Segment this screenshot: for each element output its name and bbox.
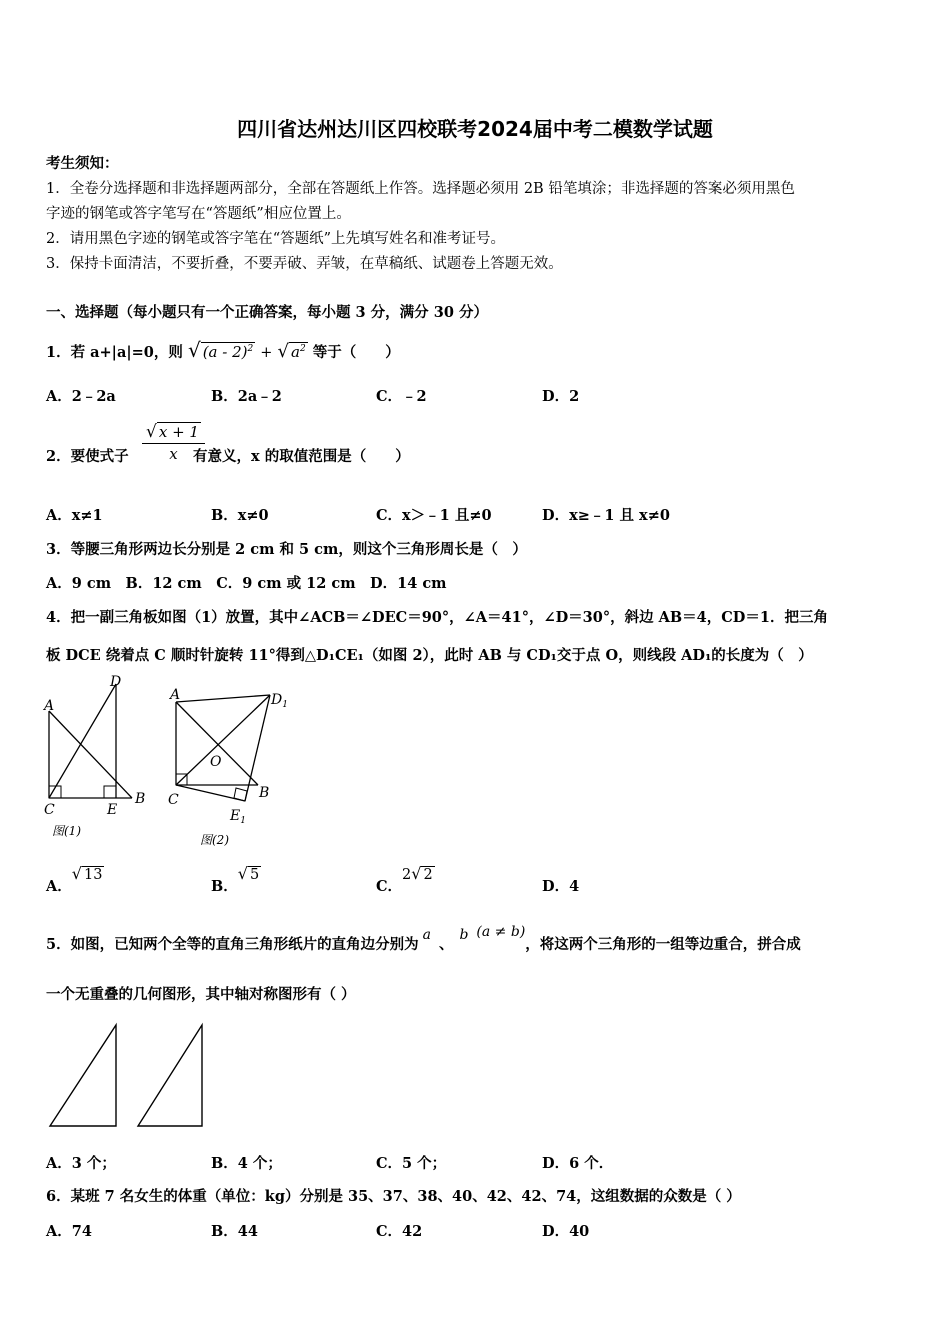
q6-option-d[interactable]: D．40 — [542, 1223, 590, 1240]
q2-prefix: 2．要使式子 — [46, 448, 129, 465]
fig1-label-d: D — [110, 674, 122, 690]
q1-expr2: a — [290, 343, 300, 361]
q5-suffix: ，将这两个三角形的一组等边重合，拼合成 — [525, 936, 801, 953]
q1-expr1: (a - 2) — [202, 343, 248, 361]
q5-condition: (a ≠ b) — [476, 924, 526, 940]
notice-line-1b: 字迹的钢笔或答字笔写在“答题纸”相应位置上。 — [46, 206, 351, 222]
q1-plus: + — [260, 345, 273, 361]
q4-figure-1 — [38, 672, 153, 842]
q5-prefix: 5．如图，已知两个全等的直角三角形纸片的直角边分别为 — [46, 936, 419, 953]
q5-option-b[interactable]: B．4 个； — [211, 1155, 282, 1172]
fig1-label-c: C — [44, 802, 55, 818]
q5-option-a[interactable]: A．3 个； — [46, 1155, 116, 1172]
q1-option-b[interactable]: B．2a﹣2 — [211, 388, 282, 405]
question-4-line2: 板 DCE 绕着点 C 顺时针旋转 11°得到△D₁CE₁（如图 2），此时 AB 与 CD₁交于点 O，则线段 AD₁的长度为（ ） — [46, 647, 813, 664]
q2-denominator: x — [169, 445, 178, 463]
q2-option-c[interactable]: C．x＞﹣1 且≠0 — [376, 507, 492, 524]
question-3: 3．等腰三角形两边长分别是 2 cm 和 5 cm，则这个三角形周长是（ ） — [46, 541, 527, 558]
fig2-label-o: O — [210, 754, 222, 770]
q3-options[interactable]: A．9 cm B．12 cm C．9 cm 或 12 cm D．14 cm — [46, 575, 447, 592]
fig1-label-b: B — [135, 791, 146, 807]
notice-line-1a: 1．全卷分选择题和非选择题两部分，全部在答题纸上作答。选择题必须用 2B 铅笔填涂；非选择题的答案必须用黑色 — [46, 181, 795, 197]
page-title: 四川省达州达川区四校联考2024届中考二模数学试题 — [237, 117, 713, 141]
q5-var-b: b — [459, 927, 469, 943]
q4-option-c-value: 2 — [423, 867, 433, 883]
q4-option-b-label: B． — [211, 878, 238, 895]
fig1-label-e: E — [107, 802, 118, 818]
q2-suffix: 有意义，x 的取值范围是（ ） — [193, 448, 410, 465]
question-6: 6．某班 7 名女生的体重（单位：kg）分别是 35、37、38、40、42、42、74，这组数据的众数是（ ） — [46, 1188, 741, 1205]
q4-option-c[interactable]: C．2√ 2 — [376, 864, 433, 895]
q1-option-a[interactable]: A．2﹣2a — [46, 388, 116, 405]
q5-option-c[interactable]: C．5 个； — [376, 1155, 447, 1172]
fig2-label-a: A — [170, 687, 181, 703]
q5-var-a: a — [422, 927, 431, 943]
q1-prefix: 1．若 a+|a|=0，则 — [46, 344, 183, 361]
fig1-caption: 图(1) — [52, 824, 81, 838]
q6-option-a[interactable]: A．74 — [46, 1223, 92, 1240]
q4-option-d[interactable]: D．4 — [542, 878, 580, 895]
q4-option-a-label: A． — [46, 878, 72, 895]
q2-option-b[interactable]: B．x≠0 — [211, 507, 269, 524]
q4-option-c-coef: 2 — [402, 867, 412, 883]
notice-heading: 考生须知： — [46, 155, 119, 172]
q2-option-d[interactable]: D．x≥﹣1 且 x≠0 — [542, 507, 670, 524]
q4-option-b[interactable]: B．√ 5 — [211, 864, 260, 895]
fig1-label-a: A — [44, 698, 55, 714]
fig2-caption: 图(2) — [200, 833, 229, 847]
q4-option-a[interactable]: A．√ 13 — [46, 864, 103, 895]
q5-triangles-figure — [46, 1022, 221, 1132]
q4-option-a-value: 13 — [83, 867, 103, 883]
fig2-label-d1 — [270, 692, 288, 710]
q1-option-c[interactable]: C．﹣2 — [376, 388, 427, 405]
q1-exp1: 2 — [247, 344, 254, 354]
q2-fraction: $\frac{√ x + 1}{x}$ — [142, 422, 205, 463]
q1-suffix: 等于（ ） — [312, 344, 400, 361]
fig2-label-c: C — [168, 792, 179, 808]
q1-option-d[interactable]: D．2 — [542, 388, 580, 405]
question-5-line2: 一个无重叠的几何图形，其中轴对称图形有（ ） — [46, 986, 356, 1003]
q6-option-c[interactable]: C．42 — [376, 1223, 423, 1240]
q5-option-d[interactable]: D．6 个． — [542, 1155, 614, 1172]
q1-exp2: 2 — [299, 344, 306, 354]
q4-option-b-value: 5 — [249, 867, 260, 883]
q2-numerator: x + 1 — [158, 423, 199, 441]
q6-option-b[interactable]: B．44 — [211, 1223, 258, 1240]
fig2-d1-sub: 1 — [282, 700, 288, 710]
question-5 — [46, 924, 801, 954]
q4-figure-2 — [163, 682, 298, 852]
notice-line-2: 2．请用黑色字迹的钢笔或答字笔在“答题纸”上先填写姓名和准考证号。 — [46, 231, 506, 247]
fig2-label-e1 — [229, 808, 246, 826]
question-4-line1: 4．把一副三角板如图（1）放置，其中∠ACB＝∠DEC＝90°，∠A＝41°，∠D＝30°，斜边 AB＝4，CD＝1．把三角 — [46, 609, 828, 626]
q2-option-a[interactable]: A．x≠1 — [46, 507, 103, 524]
fig2-d1-letter: D — [271, 692, 283, 708]
question-1: 1．若 a+|a|=0，则 √ (a - 2)$^2$ + √ $a^2$ 等于（ ） — [46, 338, 400, 362]
q4-option-c-label: C． — [376, 878, 403, 895]
fig2-e1-sub: 1 — [240, 816, 246, 826]
section-heading: 一、选择题（每小题只有一个正确答案，每小题 3 分，满分 30 分） — [46, 304, 488, 321]
q5-sep: 、 — [438, 936, 454, 953]
fig2-label-b: B — [259, 785, 270, 801]
fig2-e1-letter: E — [230, 808, 241, 824]
notice-line-3: 3．保持卡面清洁，不要折叠，不要弄破、弄皱，在草稿纸、试题卷上答题无效。 — [46, 256, 563, 272]
